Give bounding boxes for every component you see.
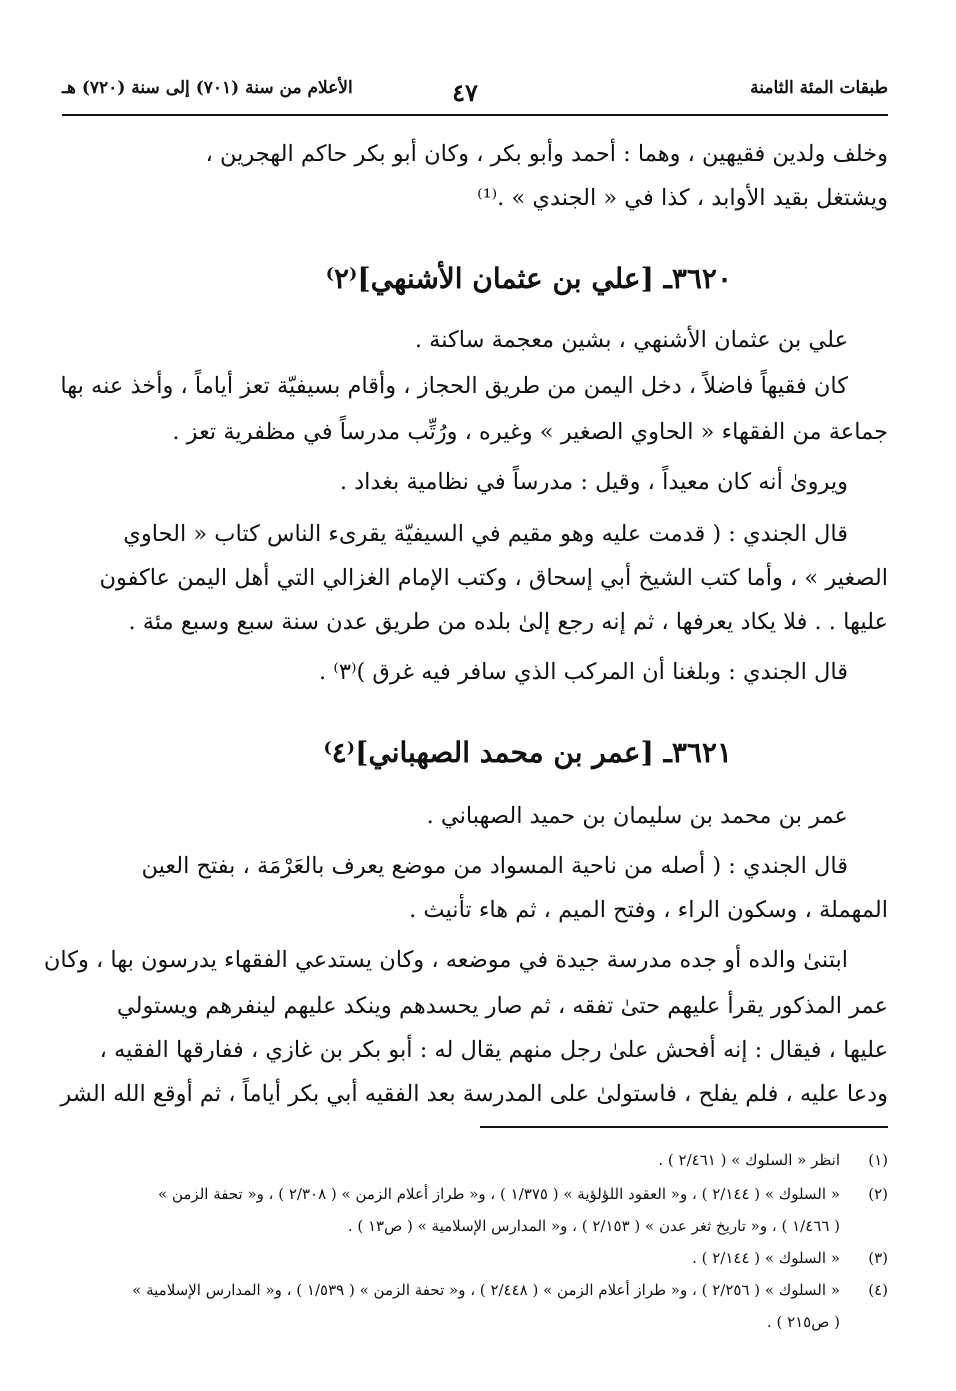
footnote-text: « السلوك » ( ٢/١٤٤ ) ، و« العقود اللؤلؤية » ( ١/٣٧٥ ) ، و« طراز أعلام الزمن » ( ٢/٣٠٨ ) ، و« تحفة الزمن » (158, 1185, 840, 1203)
body-line: الصغير » ، وأما كتب الشيخ أبي إسحاق ، وكتب الإمام الغزالي التي أهل اليمن عاكفون (99, 565, 888, 591)
body-line: المهملة ، وسكون الراء ، وفتح الميم ، ثم هاء تأنيث . (409, 897, 888, 923)
footnote (68, 1178, 888, 1211)
body-line: ويروىٰ أنه كان معيداً ، وقيل : مدرساً في نظامية بغداد . (339, 469, 848, 495)
footnote (68, 1242, 888, 1275)
body-line: كان فقيهاً فاضلاً ، دخل اليمن من طريق الحجاز ، وأقام بسيفيّة تعز أياماً ، وأخذ عنه بها (60, 373, 848, 399)
body-line: عمر بن محمد بن سليمان بن حميد الصهباني . (426, 803, 848, 829)
body-line: عمر المذكور يقرأ عليهم حتىٰ تفقه ، ثم صار يحسدهم وينكد عليهم لينفرهم ويستولي (116, 993, 888, 1019)
page-number: ٤٧ (452, 78, 478, 107)
footnote-separator (480, 1126, 888, 1128)
body-line: عليها . . فلا يكاد يعرفها ، ثم إنه رجع إلىٰ بلده من طريق عدن سنة سبع وسبع مئة . (128, 609, 888, 635)
footnote-text: انظر « السلوك » ( ٢/٤٦١ ) . (658, 1151, 840, 1169)
footnote (68, 1144, 888, 1177)
body-line: عليها ، فيقال : إنه أفحش علىٰ رجل منهم يقال له : أبو بكر بن غازي ، ففارقها الفقيه ، (99, 1037, 888, 1063)
body-line: قال الجندي : ( أصله من ناحية المسواد من موضع يعرف بالعَرْمَة ، بفتح العين (141, 853, 848, 879)
footnote-number: (٤) (868, 1281, 888, 1299)
footnote (68, 1274, 888, 1307)
footnote-text: « السلوك » ( ٢/٢٥٦ ) ، و« طراز أعلام الزمن » ( ٢/٤٤٨ ) ، و« تحفة الزمن » ( ١/٥٣٩ ) ، و« المدارس الإسلامية » (132, 1281, 840, 1299)
running-header-book-title: طبقات المئة الثامنة (750, 78, 888, 98)
body-line: قال الجندي : ( قدمت عليه وهو مقيم في السيفيّة يقرىء الناس كتاب « الحاوي (123, 521, 848, 547)
body-line: ابتنىٰ والده أو جده مدرسة جيدة في موضعه ، وكان يستدعي الفقهاء يدرسون بها ، وكان (43, 947, 848, 973)
body-line: ودعا عليه ، فلم يفلح ، فاستولىٰ على المدرسة بعد الفقيه أبي بكر أياماً ، ثم أوقع الله الشر (60, 1081, 888, 1107)
entry-heading: ٣٦٢٠ـ [علي بن عثمان الأشنهي]⁽٢⁾ (325, 262, 732, 295)
body-line: ويشتغل بقيد الأوابد ، كذا في « الجندي » .⁽¹⁾ (477, 185, 888, 211)
footnote-continuation: ( ص٢١٥ ) . (766, 1313, 840, 1331)
body-line: جماعة من الفقهاء « الحاوي الصغير » وغيره ، ورُتِّب مدرساً في مظفرية تعز . (172, 419, 888, 445)
footnote-continuation: ( ١/٤٦٦ ) ، و« تاريخ ثغر عدن » ( ٢/١٥٣ ) ، و« المدارس الإسلامية » ( ص١٣ ) . (347, 1217, 840, 1235)
body-line: علي بن عثمان الأشنهي ، بشين معجمة ساكنة . (414, 327, 848, 353)
footnote-text: « السلوك » ( ٢/١٤٤ ) . (692, 1249, 840, 1267)
entry-heading: ٣٦٢١ـ [عمر بن محمد الصهباني]⁽٤⁾ (323, 736, 732, 769)
running-header-section: الأعلام من سنة (٧٠١) إلى سنة (٧٢٠) هـ (62, 78, 353, 98)
footnote-number: (٣) (868, 1249, 888, 1267)
body-line: وخلف ولدين فقيهين ، وهما : أحمد وأبو بكر ، وكان أبو بكر حاكم الهجرين ، (205, 141, 888, 167)
footnote-number: (١) (868, 1151, 888, 1169)
footnote-number: (٢) (868, 1185, 888, 1203)
header-rule (62, 114, 888, 116)
body-line: قال الجندي : وبلغنا أن المركب الذي سافر فيه غرق )⁽٣⁾ . (319, 659, 848, 685)
